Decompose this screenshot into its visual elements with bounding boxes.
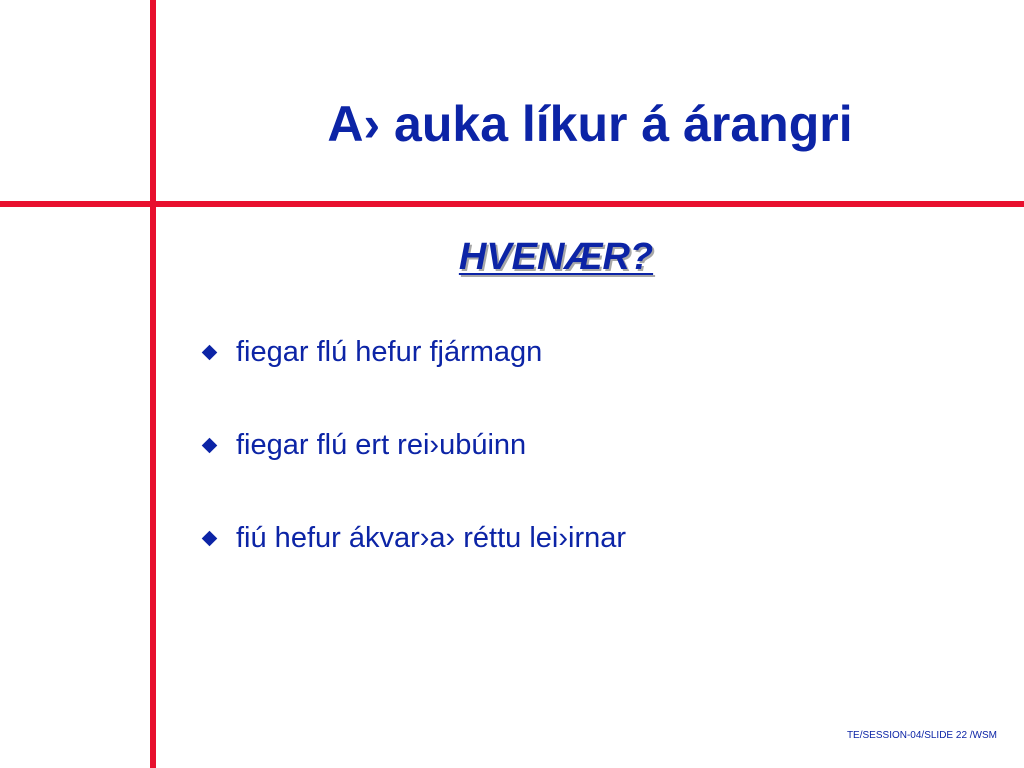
list-item [200, 516, 626, 560]
bullet-list [200, 330, 626, 609]
list-item [200, 330, 626, 374]
horizontal-red-rule [0, 201, 1024, 207]
list-item [200, 423, 626, 467]
slide-subtitle: HVENÆR? [458, 236, 654, 278]
bullet-text: fiú hefur ákvar›a› réttu lei›irnar [236, 522, 627, 554]
slide-footer: TE/SESSION-04/SLIDE 22 /WSM [846, 730, 997, 741]
diamond-bullet-icon [202, 344, 218, 360]
slide-title: A› auka líkur á árangri [327, 96, 853, 152]
bullet-text: fiegar flú ert rei›ubúinn [236, 429, 527, 461]
bullet-text: fiegar flú hefur fjármagn [236, 336, 543, 368]
diamond-bullet-icon [202, 530, 218, 546]
diamond-bullet-icon [202, 437, 218, 453]
